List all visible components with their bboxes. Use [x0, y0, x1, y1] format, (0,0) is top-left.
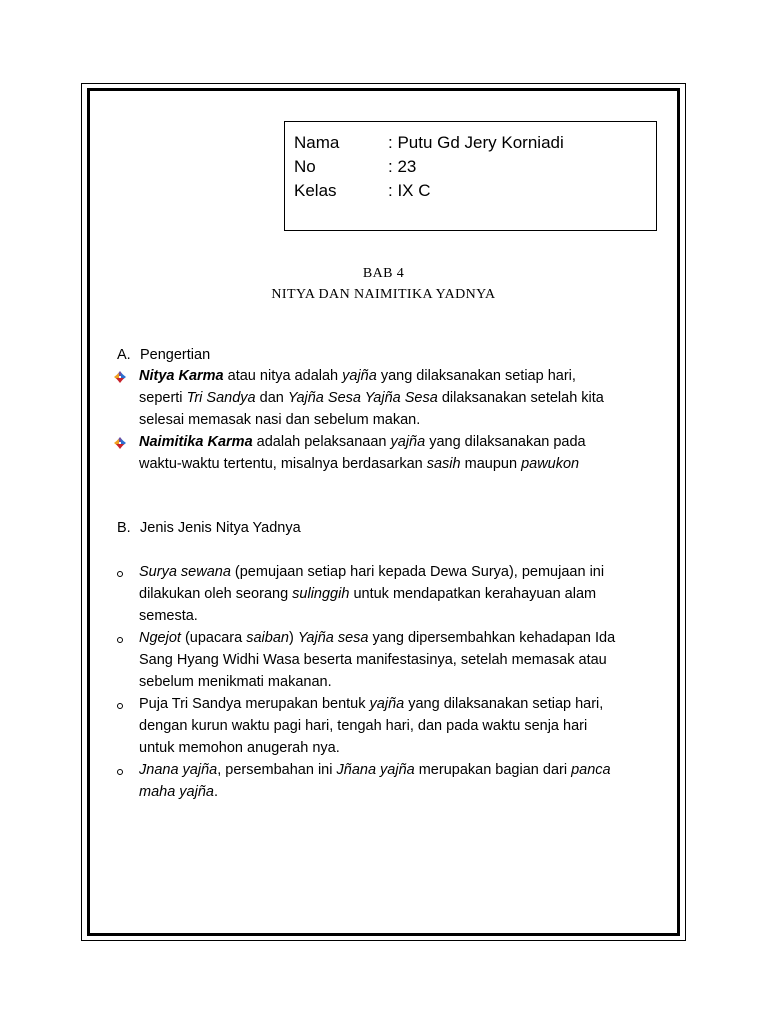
class-label: Kelas — [294, 181, 337, 200]
item-line: Jnana yajña, persembahan ini Jñana yajña merupakan bagian dari panca — [139, 762, 611, 778]
class-value: : IX C — [388, 181, 431, 200]
section-b-heading — [117, 519, 301, 537]
arrow-bullet-icon — [113, 436, 127, 450]
item-line: Nitya Karma atau nitya adalah yajña yang dilaksanakan setiap hari, — [139, 368, 576, 384]
list-item — [139, 693, 679, 759]
item-line: Puja Tri Sandya merupakan bentuk yajña yang dilaksanakan setiap hari, — [139, 696, 604, 712]
name-label: Nama — [294, 133, 340, 152]
number-label: No — [294, 157, 316, 176]
section-b-title: Jenis Jenis Nitya Yadnya — [140, 520, 301, 536]
item-line: semesta. — [139, 608, 198, 624]
item-line: Naimitika Karma adalah pelaksanaan yajña yang dilaksanakan pada — [139, 434, 586, 450]
class-row — [294, 181, 431, 201]
circle-bullet-icon — [117, 637, 123, 643]
circle-bullet-icon — [117, 769, 123, 775]
list-item — [139, 627, 679, 693]
circle-bullet-icon — [117, 571, 123, 577]
item-line: Ngejot (upacara saiban) Yajña sesa yang dipersembahkan kehadapan Ida — [139, 630, 616, 646]
section-a-letter: A. — [117, 347, 131, 363]
chapter-title: NITYA DAN NAIMITIKA YADNYA — [271, 287, 496, 302]
item-line: maha yajña. — [139, 784, 218, 800]
number-value: : 23 — [388, 157, 417, 176]
item-line: dengan kurun waktu pagi hari, tengah hari, dan pada waktu senja hari — [139, 718, 588, 734]
list-item — [139, 561, 679, 627]
name-value: : Putu Gd Jery Korniadi — [388, 133, 564, 152]
section-a-heading — [117, 346, 210, 364]
arrow-bullet-icon — [113, 370, 127, 384]
student-identity-box — [284, 121, 657, 231]
item-line: Surya sewana (pemujaan setiap hari kepada Dewa Surya), pemujaan ini — [139, 564, 605, 580]
section-a-title: Pengertian — [140, 347, 211, 363]
item-line: sebelum menikmati makanan. — [139, 674, 332, 690]
item-line: untuk memohon anugerah nya. — [139, 740, 340, 756]
section-b-letter: B. — [117, 520, 131, 536]
list-item — [139, 365, 679, 431]
chapter-number: BAB 4 — [362, 266, 405, 281]
list-item — [139, 759, 679, 803]
item-line: selesai memasak nasi dan sebelum makan. — [139, 412, 421, 428]
list-item — [139, 431, 679, 475]
number-row — [294, 157, 416, 177]
item-line: seperti Tri Sandya dan Yajña Sesa Yajña Sesa dilaksanakan setelah kita — [139, 390, 604, 406]
item-line: Sang Hyang Widhi Wasa beserta manifestasinya, setelah memasak atau — [139, 652, 607, 668]
name-row — [294, 133, 564, 153]
item-line: waktu-waktu tertentu, misalnya berdasarkan sasih maupun pawukon — [139, 456, 580, 472]
circle-bullet-icon — [117, 703, 123, 709]
item-line: dilakukan oleh seorang sulinggih untuk mendapatkan kerahayuan alam — [139, 586, 597, 602]
